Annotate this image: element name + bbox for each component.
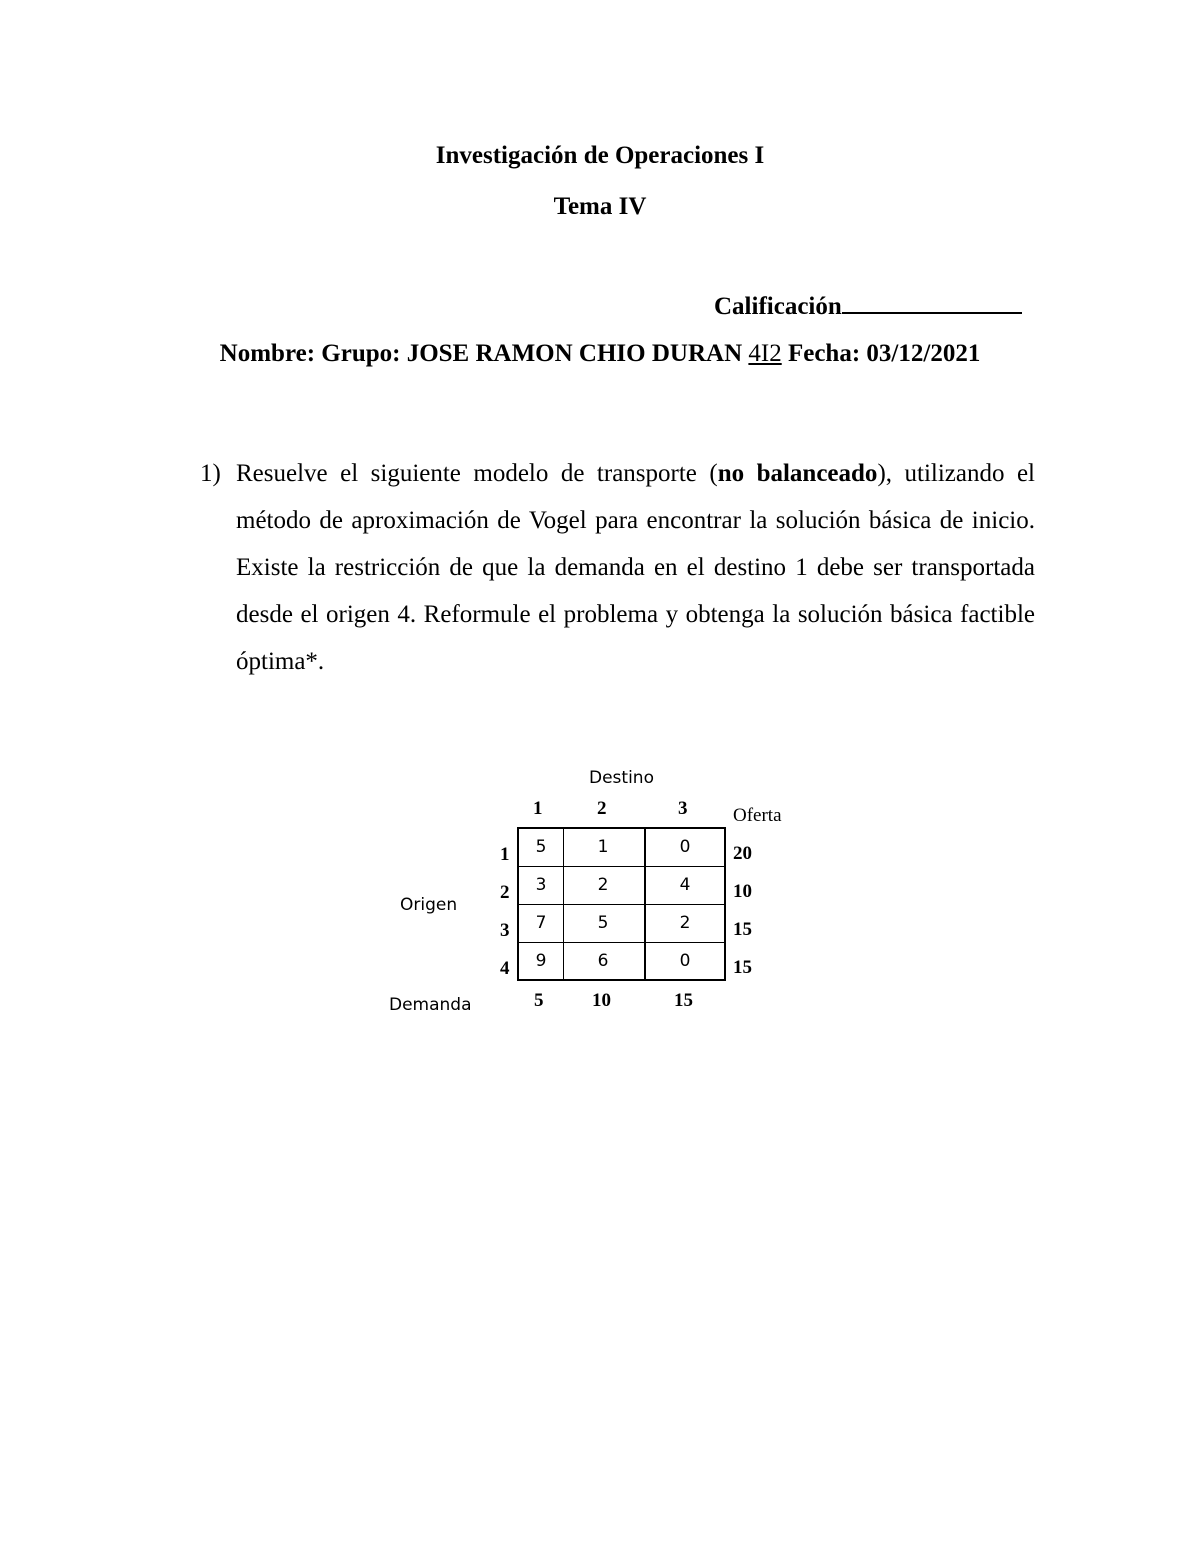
problem-1 (200, 450, 1035, 685)
cost-cell: 7 (535, 913, 547, 933)
student-info-line (0, 340, 1200, 368)
origin-header-1: 1 (500, 844, 510, 865)
grade-label: Calificación (714, 293, 842, 320)
demand-value-2: 10 (592, 990, 611, 1011)
problem-text-end: ), utilizando el método de aproximación de Vogel para encontrar la solución básica de inicio. Existe la restricción de que la demanda en el destino 1 debe ser transportada desde el origen 4. Reformule el problema y obtenga la solución básica factible óptima*. (236, 460, 1035, 675)
problem-text (236, 450, 1035, 685)
date-label: Fecha: (787, 340, 861, 367)
destination-header-1: 1 (533, 798, 543, 819)
grid-row-divider (517, 904, 726, 905)
destination-header-2: 2 (597, 798, 607, 819)
origin-header-4: 4 (500, 958, 510, 979)
student-name: JOSE RAMON CHIO DURAN (406, 340, 743, 367)
grid-col-divider (563, 827, 564, 981)
demand-value-3: 15 (674, 990, 693, 1011)
cost-cell: 0 (679, 837, 691, 857)
course-title: Investigación de Operaciones I (435, 142, 765, 169)
cost-cell: 2 (679, 913, 691, 933)
problem-text-start: Resuelve el siguiente modelo de transporte ( (236, 460, 718, 487)
name-label: Nombre: Grupo: (219, 340, 401, 367)
demand-label: Demanda (389, 995, 472, 1015)
grid-row-divider (517, 942, 726, 943)
date-value: 03/12/2021 (866, 340, 981, 367)
cost-cell: 6 (597, 951, 609, 971)
supply-value-1: 20 (733, 843, 752, 864)
demand-value-1: 5 (534, 990, 544, 1011)
supply-label: Oferta (733, 805, 782, 826)
destination-label: Destino (589, 768, 654, 788)
cost-cell: 9 (535, 951, 547, 971)
cost-cell: 5 (535, 837, 547, 857)
origin-header-2: 2 (500, 882, 510, 903)
supply-value-4: 15 (733, 957, 752, 978)
cost-cell: 3 (535, 875, 547, 895)
origin-header-3: 3 (500, 920, 510, 941)
cost-cell: 4 (679, 875, 691, 895)
grade-field (714, 292, 1022, 321)
origin-label: Origen (400, 895, 458, 915)
group-value: 4I2 (748, 340, 782, 367)
cost-cell: 5 (597, 913, 609, 933)
topic-title: Tema IV (553, 193, 647, 220)
cost-cell: 1 (597, 837, 609, 857)
grade-blank-line (842, 292, 1022, 314)
supply-value-3: 15 (733, 919, 752, 940)
grid-row-divider (517, 866, 726, 867)
problem-text-bold: no balanceado (717, 460, 878, 487)
grid-col-divider (644, 827, 646, 981)
supply-value-2: 10 (733, 881, 752, 902)
problem-number: 1) (200, 460, 221, 487)
destination-header-3: 3 (678, 798, 688, 819)
cost-cell: 0 (679, 951, 691, 971)
cost-cell: 2 (597, 875, 609, 895)
